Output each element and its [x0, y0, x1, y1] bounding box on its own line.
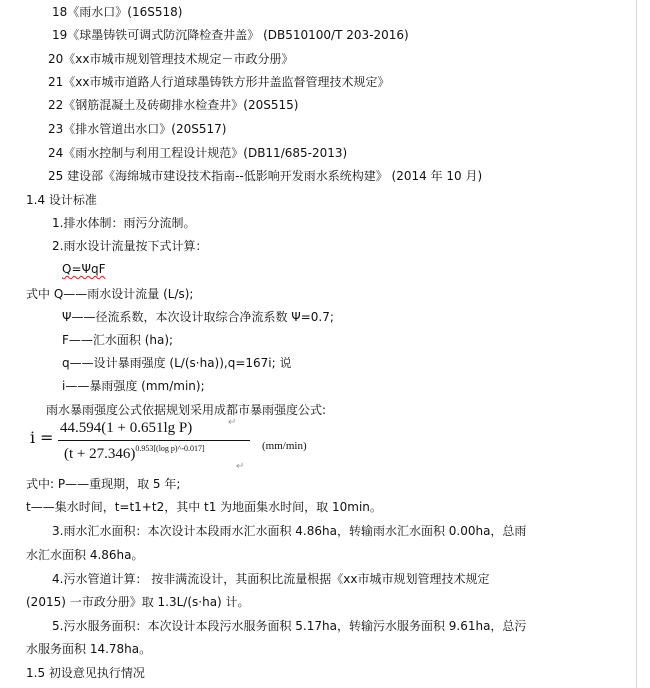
page-margin-rule [636, 0, 637, 688]
flow-formula [62, 261, 105, 277]
intensity-formula [30, 418, 360, 474]
sewer-service-item-line2: 水服务面积 14.78ha。 [26, 642, 152, 656]
reference-18: 18《雨水口》(16S518) [52, 5, 183, 19]
reference-24: 24《雨水控制与利用工程设计规范》(DB11/685-2013) [48, 146, 348, 160]
sewer-calc-item-line1: 4.污水管道计算： 按非满流设计，其面积比流量根据《xx市城市规划管理技术规定 [52, 572, 490, 586]
paragraph-mark: ↵ [236, 461, 245, 472]
formula-equals: = [40, 428, 54, 447]
where-i-definition: i——暴雨强度 (mm/min); [62, 379, 205, 393]
reference-22: 22《钢筋混凝土及砖砌排水检查井》(20S515) [48, 98, 299, 112]
where-p-definition: 式中: P——重现期，取 5 年; [26, 477, 181, 491]
reference-20: 20《xx市城市规划管理技术规定－市政分册》 [48, 52, 294, 66]
reference-25: 25 建设部《海绵城市建设技术指南--低影响开发雨水系统构建》 (2014 年 10 月) [48, 169, 483, 183]
where-t-definition: t——集水时间，t=t1+t2，其中 t1 为地面集水时间，取 10min。 [26, 500, 382, 514]
formula-unit: (mm/min) [262, 440, 307, 452]
formula-numerator: 44.594(1 + 0.651lg P) [60, 420, 193, 436]
formula-fraction-bar [58, 440, 250, 441]
rain-catchment-item-line2: 水汇水面积 4.86ha。 [26, 548, 144, 562]
section-heading-1-5: 1.5 初设意见执行情况 [26, 666, 145, 680]
where-q-definition: 式中 Q——雨水设计流量 (L/s); [26, 287, 194, 301]
flow-formula-text: Q=ΨqF [62, 262, 106, 276]
reference-21: 21《xx市城市道路人行道球墨铸铁方形井盖监督管理技术规定》 [48, 75, 390, 89]
sewer-calc-item-line2: (2015) 一市政分册》取 1.3L/(s·ha) 计。 [26, 595, 250, 609]
where-psi-definition: Ψ——径流系数，本次设计取综合净流系数 Ψ=0.7; [62, 310, 334, 324]
formula-denominator [64, 444, 205, 463]
drainage-system-item: 1.排水体制：雨污分流制。 [52, 216, 196, 230]
formula-denominator-base: (t + 27.346) [64, 446, 136, 462]
formula-denominator-exponent: 0.953[(log p)^-0.017] [135, 444, 205, 453]
sewer-service-item-line1: 5.污水服务面积：本次设计本段污水服务面积 5.17ha，转输污水服务面积 9.61ha，总污 [52, 619, 527, 633]
rain-flow-item: 2.雨水设计流量按下式计算： [52, 239, 208, 253]
rain-catchment-item-line1: 3.雨水汇水面积：本次设计本段雨水汇水面积 4.86ha，转输雨水汇水面积 0.00ha，总雨 [52, 524, 527, 538]
intensity-intro: 雨水暴雨强度公式依据规划采用成都市暴雨强度公式: [46, 403, 327, 417]
formula-lhs: i [30, 428, 36, 447]
section-heading-1-4: 1.4 设计标准 [26, 193, 97, 207]
where-q-intensity-definition: q——设计暴雨强度 (L/(s·ha)),q=167i; 说 [62, 356, 292, 370]
reference-23: 23《排水管道出水口》(20S517) [48, 122, 227, 136]
reference-19: 19《球墨铸铁可调式防沉降检查井盖》 (DB510100/T 203-2016) [52, 28, 409, 42]
paragraph-mark: ↵ [228, 417, 237, 428]
where-f-definition: F——汇水面积 (ha); [62, 333, 174, 347]
